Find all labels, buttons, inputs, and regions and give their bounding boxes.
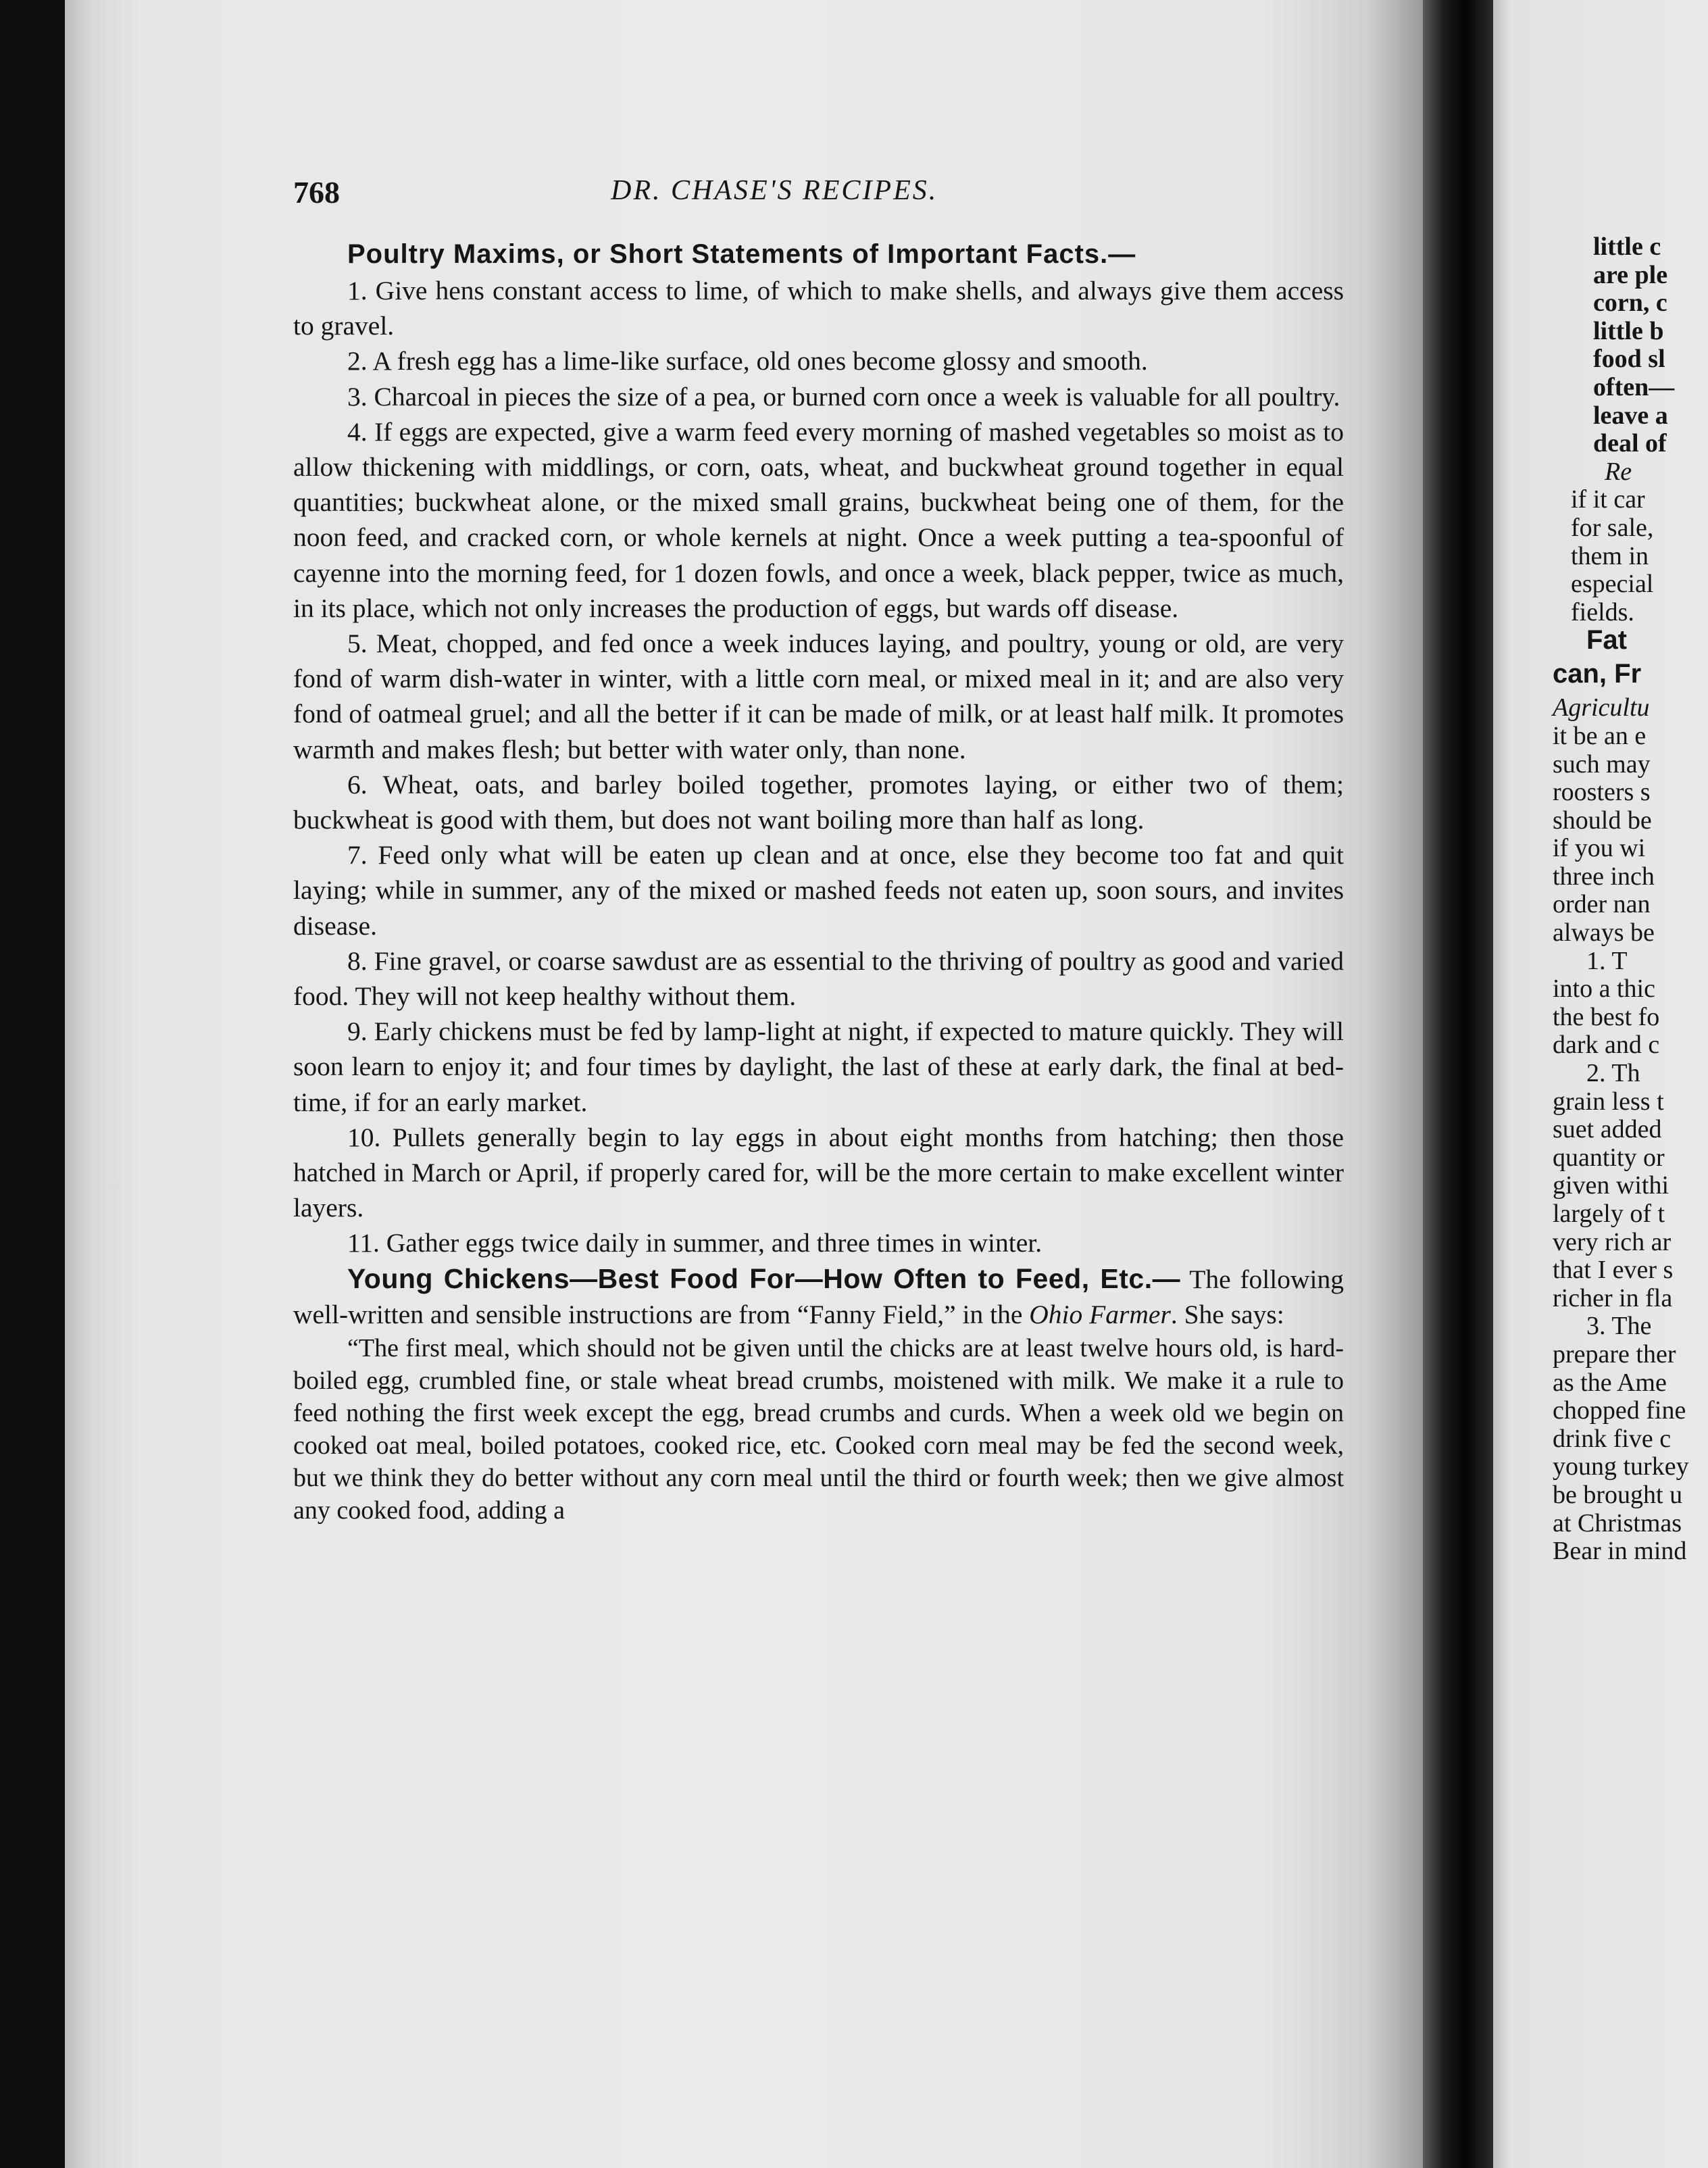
poultry-heading: Poultry Maxims, or Short Statements of Important Facts.— <box>347 239 1136 269</box>
book-gutter <box>1423 0 1493 2168</box>
facing-page-line: richer in fla <box>1553 1283 1673 1312</box>
left-page <box>65 0 1423 2168</box>
facing-page-text <box>1493 233 1708 1566</box>
poultry-item: 4. If eggs are expected, give a warm feed every morning of mashed vegetables so moist as to allow thickening with middlings, or corn, oats, wheat, and buckwheat ground together in equal quantities; buckwheat alone, or the mixed small grains, buckwheat being one of them, for the noon feed, and cracked corn, or whole kernels at night. Once a week putting a tea-spoonful of cayenne into the morning feed, for 1 dozen fowls, and once a week, black pepper, twice as much, in its place, which not only increases the production of eggs, but wards off disease. <box>293 416 1344 623</box>
facing-page-line: be brought u <box>1553 1480 1683 1509</box>
poultry-item: 9. Early chickens must be fed by lamp-light at night, if expected to mature quickly. They will soon learn to enjoy it; and four times by daylight, the last of these at early dark, the final at bed-time, if for an early market. <box>293 1016 1344 1117</box>
facing-page-line: the best fo <box>1553 1002 1660 1031</box>
facing-page-line: little b <box>1593 316 1664 345</box>
page-title: DR. CHASE'S RECIPES. <box>611 175 938 206</box>
facing-page-line: fields. <box>1571 597 1634 626</box>
facing-page-line: Re <box>1605 457 1632 486</box>
facing-page-line: are ple <box>1593 260 1668 289</box>
chickens-section <box>293 1261 1344 1332</box>
facing-page-line: corn, c <box>1593 289 1667 318</box>
facing-page-line: 1. T <box>1586 946 1628 975</box>
poultry-item: 6. Wheat, oats, and barley boiled together, promotes laying, or either two of them; buckwheat is good with them, but does not want boiling more than half as long. <box>293 769 1344 835</box>
facing-page <box>1493 0 1708 2168</box>
facing-page-line: suet added <box>1553 1115 1662 1144</box>
facing-page-line: if you wi <box>1553 834 1646 863</box>
facing-page-line: largely of t <box>1553 1200 1665 1228</box>
poultry-item: 10. Pullets generally begin to lay eggs in about eight months from hatching; then those hatched in March or April, if properly cared for, will be the more certain to make excellent winter layers. <box>293 1122 1344 1223</box>
facing-page-line: always be <box>1553 918 1655 947</box>
chickens-quote: “The first meal, which should not be given until the chicks are at least twelve hours old, is hard-boiled egg, crumbled fine, or stale wheat bread crumbs, moistened with milk. We make it a rule to feed nothing the first week except the egg, bread crumbs and curds. When a week old we begin on cooked oat meal, boiled potatoes, cooked rice, etc. Cooked corn meal may be fed the second week, but we think they do better without any corn meal until the third or fourth week; then we give almost any cooked food, adding a <box>293 1334 1344 1525</box>
facing-page-line: food sl <box>1593 345 1665 374</box>
facing-page-line: given withi <box>1553 1171 1669 1200</box>
facing-page-line: very rich ar <box>1553 1227 1672 1256</box>
facing-page-line: 3. The <box>1586 1312 1652 1341</box>
facing-page-line: Agricultu <box>1553 693 1650 722</box>
facing-page-line: little c <box>1593 232 1661 261</box>
chickens-intro: The following well-written and sensible instructions are from “Fanny Field,” in the Ohio Farmer. She says: <box>293 1264 1345 1329</box>
poultry-item: 8. Fine gravel, or coarse sawdust are as essential to the thriving of poultry as good and varied food. They will not keep healthy without them. <box>293 945 1344 1012</box>
facing-page-line: especial <box>1571 570 1654 599</box>
source-publication: Ohio Farmer <box>1029 1299 1171 1329</box>
poultry-item: 7. Feed only what will be eaten up clean and at once, else they become too fat and quit laying; while in summer, any of the mixed or mashed feeds not eaten up, soon sours, and invites disease. <box>293 840 1344 941</box>
running-head <box>293 174 1340 222</box>
facing-page-line: often— <box>1593 372 1675 401</box>
facing-page-line: leave a <box>1593 401 1668 430</box>
facing-page-line: grain less t <box>1553 1087 1664 1116</box>
poultry-item: 5. Meat, chopped, and fed once a week induces laying, and poultry, young or old, are very fond of warm dish-water in winter, with a little corn meal, or mixed meal in it; and are also very fond of oatmeal gruel; and all the better if it can be made of milk, or at least half milk. It promotes warmth and makes flesh; but better with water only, than none. <box>293 629 1344 764</box>
facing-page-line: drink five c <box>1553 1424 1672 1453</box>
facing-page-line: them in <box>1571 541 1649 570</box>
facing-page-line: Fat <box>1586 625 1627 656</box>
facing-page-line: can, Fr <box>1553 659 1642 689</box>
poultry-item: 1. Give hens constant access to lime, of which to make shells, and always give them access to gravel. <box>293 276 1344 341</box>
facing-page-line: chopped fine <box>1553 1396 1686 1425</box>
facing-page-line: such may <box>1553 749 1651 779</box>
facing-page-line: roosters s <box>1553 778 1651 807</box>
facing-page-line: it be an e <box>1553 721 1647 750</box>
page-number: 768 <box>293 175 340 210</box>
poultry-item: 2. A fresh egg has a lime-like surface, old ones become glossy and smooth. <box>347 346 1148 376</box>
facing-page-line: 2. Th <box>1586 1059 1640 1088</box>
paper-speck <box>112 1183 119 1189</box>
facing-page-line: into a thic <box>1553 975 1655 1004</box>
facing-page-line: as the Ame <box>1553 1368 1667 1397</box>
facing-page-line: if it car <box>1571 485 1645 514</box>
poultry-item: 11. Gather eggs twice daily in summer, and three times in winter. <box>347 1228 1043 1258</box>
facing-page-line: young turkey <box>1553 1452 1689 1481</box>
facing-page-line: prepare ther <box>1553 1339 1676 1369</box>
chickens-heading: Young Chickens—Best Food For—How Often to Feed, Etc.— <box>347 1262 1181 1294</box>
facing-page-line: that I ever s <box>1553 1256 1674 1285</box>
facing-page-line: should be <box>1553 806 1652 835</box>
facing-page-line: dark and c <box>1553 1031 1660 1060</box>
facing-page-line: for sale, <box>1571 513 1654 542</box>
facing-page-line: order nan <box>1553 890 1651 919</box>
facing-page-line: deal of <box>1593 429 1667 458</box>
text-column <box>293 237 1344 1527</box>
poultry-item: 3. Charcoal in pieces the size of a pea, or burned corn once a week is valuable for all poultry. <box>347 381 1340 412</box>
facing-page-line: Bear in mind <box>1553 1537 1687 1566</box>
facing-page-line: three inch <box>1553 862 1655 891</box>
facing-page-line: quantity or <box>1553 1143 1665 1172</box>
facing-page-line: at Christmas <box>1553 1508 1682 1537</box>
